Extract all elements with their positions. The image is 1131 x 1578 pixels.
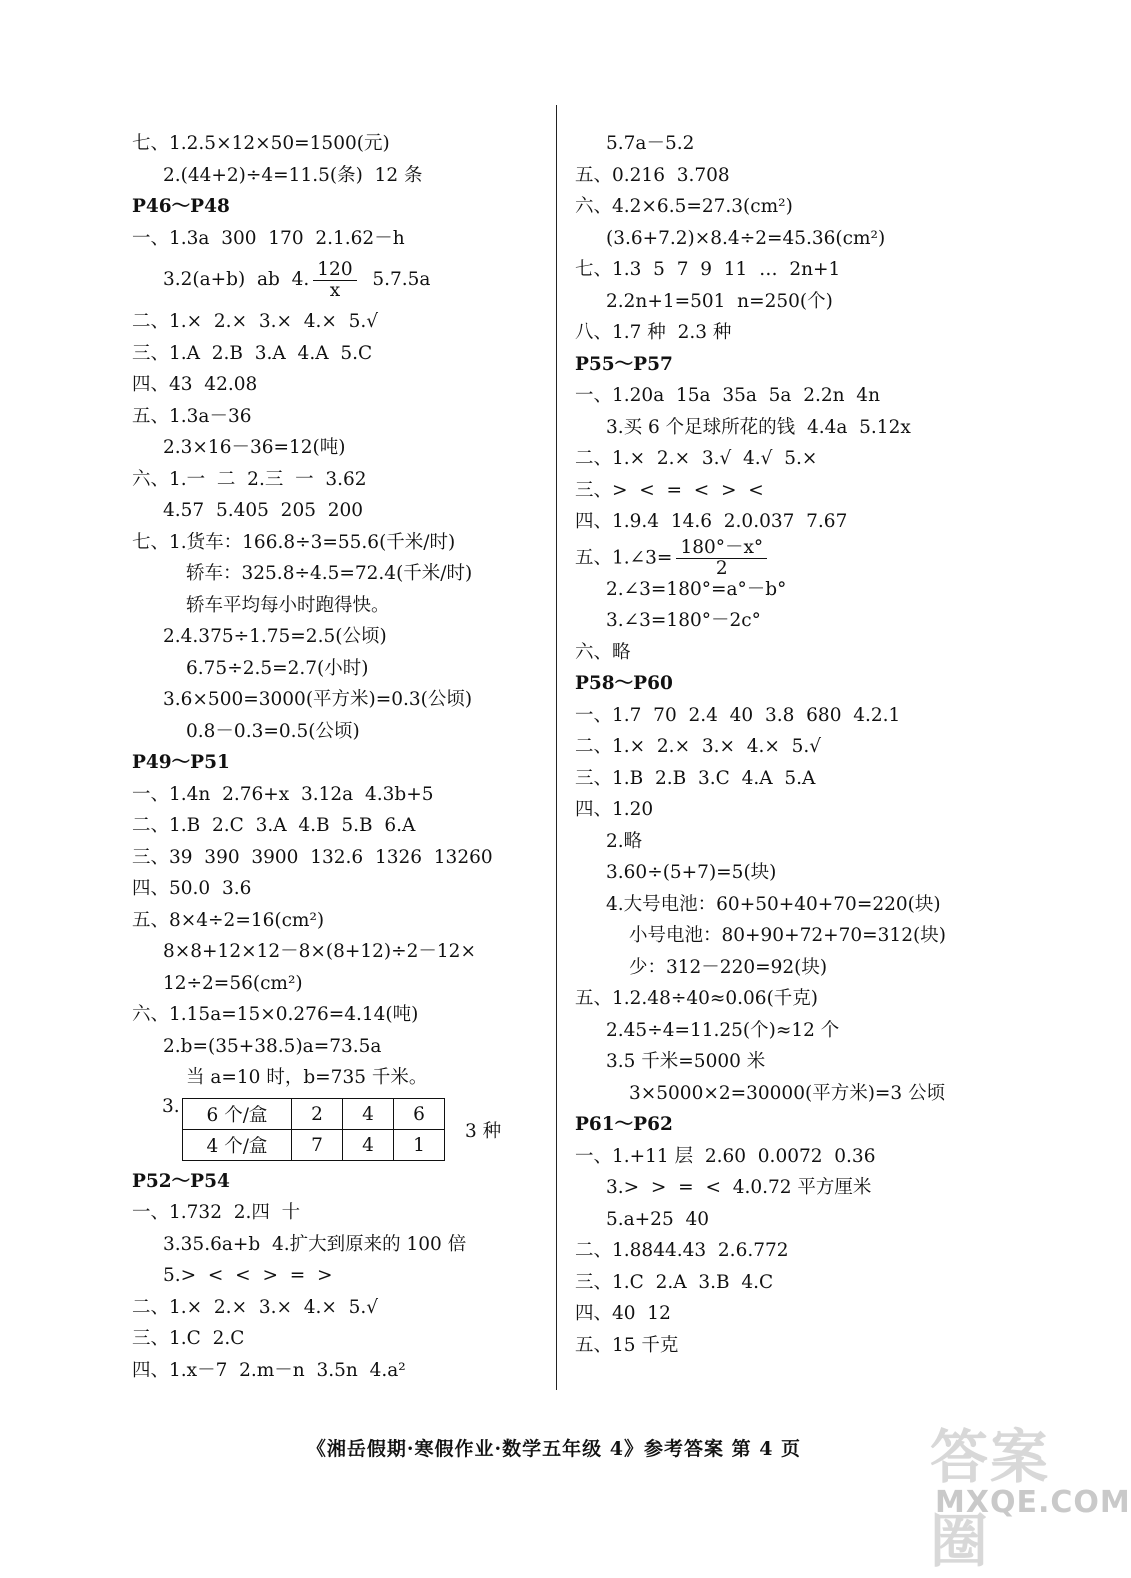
answer-line <box>575 506 995 538</box>
answer-text: 三、39 390 3900 132.6 1326 13260 <box>132 846 493 868</box>
answer-line <box>132 716 542 748</box>
table-cell: 4 个/盒 <box>183 1130 292 1161</box>
answer-line <box>132 558 542 590</box>
answer-line <box>575 920 995 952</box>
answer-text: 五、1.2.48÷40≈0.06(千克) <box>575 988 819 1009</box>
answer-text: 3.5 千米=5000 米 <box>606 1051 766 1072</box>
answer-line <box>575 1204 995 1236</box>
table-cell: 1 <box>394 1130 445 1161</box>
answer-line <box>132 968 542 1000</box>
answer-line <box>132 128 542 160</box>
answer-text: 3.60÷(5+7)=5(块) <box>606 862 777 883</box>
answer-text: 三、1.C 2.C <box>132 1328 245 1349</box>
answer-line <box>575 794 995 826</box>
answer-text: 七、1.3 5 7 9 11 … 2n+1 <box>575 259 841 280</box>
answer-line <box>575 1267 995 1299</box>
left-column <box>132 128 542 1386</box>
answer-text: 二、1.× 2.× 3.× 4.× 5.√ <box>132 311 379 332</box>
answer-text: 四、43 42.08 <box>132 374 258 395</box>
answer-text: 五、1.3a－36 <box>132 405 252 427</box>
answer-text: 一、1.732 2.四 十 <box>132 1202 301 1223</box>
table-cell: 4 <box>343 1099 394 1130</box>
fraction <box>676 538 767 579</box>
answer-text: 一、1.7 70 2.4 40 3.8 680 4.2.1 <box>575 704 901 726</box>
answer-text: 6.75÷2.5=2.7(小时) <box>186 657 369 679</box>
answer-line <box>132 338 542 370</box>
answer-line <box>575 1235 995 1267</box>
table-row <box>183 1130 445 1161</box>
answer-text: 一、1.+11 层 2.60 0.0072 0.36 <box>575 1145 876 1167</box>
answer-text: 六、1.15a=15×0.276=4.14(吨) <box>132 1004 419 1025</box>
answer-line <box>575 983 995 1015</box>
answer-line <box>132 527 542 559</box>
answer-text: 二、1.B 2.C 3.A 4.B 5.B 6.A <box>132 815 416 836</box>
answer-text: 五、15 千克 <box>575 1334 679 1356</box>
answer-text: 六、4.2×6.5=27.3(cm²) <box>575 196 793 217</box>
answer-line <box>132 223 542 255</box>
watermark-url: MXQE.COM <box>935 1485 1131 1520</box>
answer-line <box>575 254 995 286</box>
section-heading <box>575 1109 995 1141</box>
answer-line <box>132 590 542 622</box>
answer-text: 2.∠3=180°=a°－b° <box>606 578 787 600</box>
answer-line <box>132 905 542 937</box>
answer-text: 2.(44+2)÷4=11.5(条) 12 条 <box>163 164 423 186</box>
answer-line <box>575 1298 995 1330</box>
answer-line <box>132 936 542 968</box>
answer-line <box>132 369 542 401</box>
answer-line <box>132 160 542 192</box>
answer-text: 3.> > = < 4.0.72 平方厘米 <box>606 1177 872 1198</box>
answer-line <box>132 1229 542 1261</box>
table-cell: 6 个/盒 <box>183 1099 292 1130</box>
answer-text: P46～P48 <box>132 196 230 217</box>
answer-text: (3.6+7.2)×8.4÷2=45.36(cm²) <box>606 227 886 249</box>
answer-text: 七、1.货车：166.8÷3=55.6(千米/时) <box>132 531 456 553</box>
answer-line <box>132 842 542 874</box>
answer-line <box>575 637 995 669</box>
table-cell: 4 <box>343 1130 394 1161</box>
answer-text: 四、1.x－7 2.m－n 3.5n 4.a² <box>132 1359 406 1381</box>
section-heading <box>575 668 995 700</box>
answer-text: 少：312－220=92(块) <box>629 956 828 978</box>
answer-line <box>132 401 542 433</box>
answer-line <box>575 317 995 349</box>
section-heading <box>132 191 542 223</box>
table-result: 3 种 <box>465 1120 502 1142</box>
combination-table <box>182 1098 445 1161</box>
table-cell: 7 <box>292 1130 343 1161</box>
answer-line <box>132 306 542 338</box>
answer-line <box>132 254 542 306</box>
answer-text: 一、1.3a 300 170 2.1.62－h <box>132 227 405 249</box>
answer-line <box>575 475 995 507</box>
answer-line <box>575 1172 995 1204</box>
answer-text: P49～P51 <box>132 752 230 773</box>
answer-text: 五、1.∠3= <box>575 547 673 568</box>
answer-line <box>132 432 542 464</box>
section-heading <box>132 1166 542 1198</box>
answer-line <box>575 536 995 579</box>
answer-line <box>132 873 542 905</box>
answer-text: 八、1.7 种 2.3 种 <box>575 322 732 343</box>
answer-text: 4.大号电池：60+50+40+70=220(块) <box>606 893 941 915</box>
answer-line <box>575 857 995 889</box>
answer-text: 0.8－0.3=0.5(公顷) <box>186 720 360 742</box>
answer-text: 3×5000×2=30000(平方米)=3 公顷 <box>629 1082 946 1104</box>
answer-text: 三、1.A 2.B 3.A 4.A 5.C <box>132 342 373 364</box>
answer-text: 二、1.× 2.× 3.× 4.× 5.√ <box>132 1296 379 1318</box>
answer-text: 三、> < = < > < <box>575 479 764 501</box>
answer-line <box>575 1078 995 1110</box>
answer-text: 4.57 5.405 205 200 <box>163 500 364 521</box>
answer-text: 2.3×16－36=12(吨) <box>163 437 346 458</box>
answer-line <box>575 128 995 160</box>
answer-line <box>132 1197 542 1229</box>
answer-line <box>575 1046 995 1078</box>
answer-text: 四、1.20 <box>575 799 654 820</box>
answer-text: 5.a+25 40 <box>606 1208 710 1230</box>
answer-text: 当 a=10 时，b=735 千米。 <box>186 1067 428 1088</box>
answer-text: 二、1.8844.43 2.6.772 <box>575 1240 789 1261</box>
fraction-numerator: 180°－x° <box>676 538 767 559</box>
answer-line <box>132 1323 542 1355</box>
section-heading <box>575 349 995 381</box>
answer-text: 2.4.375÷1.75=2.5(公顷) <box>163 626 387 647</box>
answer-line <box>132 495 542 527</box>
answer-text: 六、略 <box>575 641 631 663</box>
answer-line <box>575 412 995 444</box>
answer-line <box>132 621 542 653</box>
answer-text: 5.> < < > = > <box>163 1265 333 1286</box>
answer-text: P55～P57 <box>575 353 673 375</box>
answer-text: 2.b=(35+38.5)a=73.5a <box>163 1035 382 1057</box>
answer-text: 四、50.0 3.6 <box>132 878 252 899</box>
fraction <box>313 260 356 301</box>
answer-line <box>575 574 995 606</box>
answer-line <box>132 1260 542 1292</box>
answer-text: 七、1.2.5×12×50=1500(元) <box>132 133 390 154</box>
answer-text: 一、1.20a 15a 35a 5a 2.2n 4n <box>575 385 880 406</box>
answer-line <box>132 1355 542 1387</box>
answer-text: P61～P62 <box>575 1114 673 1135</box>
answer-line <box>575 1015 995 1047</box>
answer-text: 三、1.C 2.A 3.B 4.C <box>575 1271 774 1293</box>
answer-text: 2.2n+1=501 n=250(个) <box>606 290 833 312</box>
answer-text: 3.∠3=180°－2c° <box>606 610 761 631</box>
table-row <box>183 1099 445 1130</box>
answer-line <box>575 952 995 984</box>
answer-line <box>575 223 995 255</box>
answer-text: 3.买 6 个足球所花的钱 4.4a 5.12x <box>606 416 911 438</box>
answer-line <box>575 380 995 412</box>
answer-line <box>575 1330 995 1362</box>
answer-line <box>575 160 995 192</box>
answer-text: 8×8+12×12－8×(8+12)÷2－12× <box>163 941 476 962</box>
answer-text: 3.2(a+b) ab 4. <box>163 269 310 290</box>
right-column <box>575 128 995 1361</box>
answer-text: 二、1.× 2.× 3.× 4.× 5.√ <box>575 736 822 757</box>
answer-line <box>132 1031 542 1063</box>
answer-line <box>132 684 542 716</box>
answer-text: 2.略 <box>606 830 643 852</box>
fraction-numerator: 120 <box>313 260 356 281</box>
answer-text: 3.35.6a+b 4.扩大到原来的 100 倍 <box>163 1233 467 1255</box>
section-heading <box>132 747 542 779</box>
answer-text: 六、1.一 二 2.三 一 3.62 <box>132 468 367 490</box>
answer-line <box>575 1141 995 1173</box>
answer-text: 五、0.216 3.708 <box>575 164 730 186</box>
watermark-logo: 答案圈 <box>930 1423 1051 1575</box>
answer-line <box>575 700 995 732</box>
answer-text: 12÷2=56(cm²) <box>163 972 303 994</box>
table-label: 3. <box>162 1095 180 1117</box>
answer-line <box>575 286 995 318</box>
answer-line <box>132 1292 542 1324</box>
fraction-denominator: x <box>329 279 341 301</box>
answer-text: 轿车：325.8÷4.5=72.4(千米/时) <box>186 563 473 584</box>
answer-line <box>132 653 542 685</box>
answer-text: 5.7a－5.2 <box>606 133 695 154</box>
answer-text: 二、1.× 2.× 3.√ 4.√ 5.× <box>575 448 818 469</box>
answer-text: 3.6×500=3000(平方米)=0.3(公顷) <box>163 689 473 710</box>
fraction-denominator: 2 <box>715 557 728 579</box>
table-cell: 2 <box>292 1099 343 1130</box>
answer-text: 2.45÷4=11.25(个)≈12 个 <box>606 1019 840 1041</box>
answer-line <box>575 889 995 921</box>
column-divider <box>556 105 557 1390</box>
answer-text: 三、1.B 2.B 3.C 4.A 5.A <box>575 767 816 789</box>
answer-line <box>132 1062 542 1094</box>
answer-line <box>575 443 995 475</box>
answer-line <box>575 763 995 795</box>
answer-text-after: 5.7.5a <box>360 269 431 290</box>
combination-table-block <box>132 1094 542 1166</box>
answer-line <box>575 826 995 858</box>
answer-line <box>575 731 995 763</box>
answer-text: 五、8×4÷2=16(cm²) <box>132 909 325 931</box>
answer-text: 四、1.9.4 14.6 2.0.037 7.67 <box>575 511 848 532</box>
answer-text: 小号电池：80+90+72+70=312(块) <box>629 925 946 946</box>
answer-text: P58～P60 <box>575 673 673 694</box>
answer-line <box>132 464 542 496</box>
answer-line <box>575 191 995 223</box>
page-footer: 《湘岳假期·寒假作业·数学五年级 4》参考答案 第 4 页 <box>306 1438 802 1460</box>
answer-text: 轿车平均每小时跑得快。 <box>186 594 390 616</box>
answer-line <box>132 999 542 1031</box>
table-cell: 6 <box>394 1099 445 1130</box>
answer-text: P52～P54 <box>132 1170 230 1192</box>
answer-text: 四、40 12 <box>575 1303 671 1324</box>
answer-text: 一、1.4n 2.76+x 3.12a 4.3b+5 <box>132 783 434 805</box>
answer-line <box>575 605 995 637</box>
answer-line <box>132 810 542 842</box>
answer-line <box>132 779 542 811</box>
